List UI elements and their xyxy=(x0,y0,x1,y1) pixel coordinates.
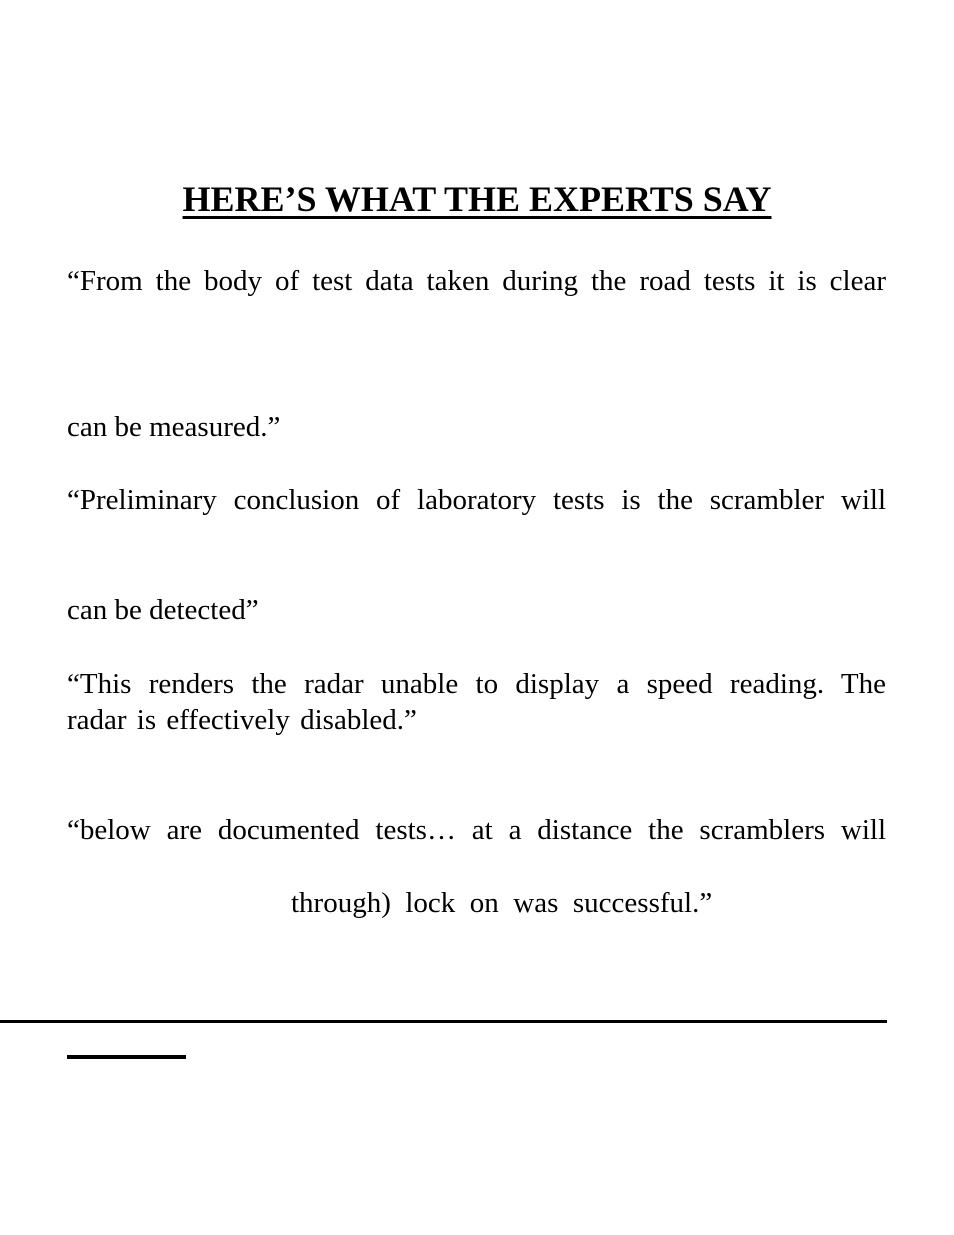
quote-2-line-2: can be detected” xyxy=(67,594,259,626)
quote-3-line-2: radar is effectively disabled.” xyxy=(67,704,417,736)
quote-3-line-1: “This renders the radar unable to display a speed reading. The xyxy=(67,668,886,700)
footnote-short-rule xyxy=(67,1055,186,1059)
quote-1-line-2: can be measured.” xyxy=(67,411,281,443)
page-title xyxy=(0,176,954,222)
page-title-text: HERE’S WHAT THE EXPERTS SAY xyxy=(182,179,772,219)
footnote-separator-rule xyxy=(0,1020,887,1023)
quote-2-line-1: “Preliminary conclusion of laboratory tests is the scrambler will xyxy=(67,484,886,516)
quote-1-line-1: “From the body of test data taken during the road tests it is clear xyxy=(67,265,886,297)
quote-4-line-1: “below are documented tests… at a distance the scramblers will xyxy=(67,814,886,846)
quote-4-line-2: through) lock on was successful.” xyxy=(291,887,713,919)
